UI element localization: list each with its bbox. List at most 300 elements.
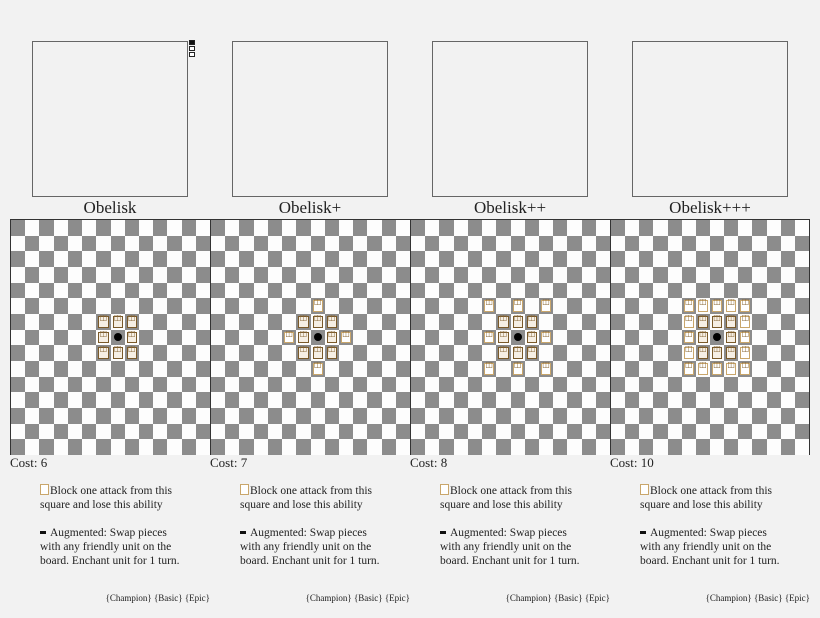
board-square	[353, 314, 367, 330]
board-square	[653, 283, 667, 299]
board-square	[525, 298, 539, 314]
board-square	[325, 408, 339, 424]
board-square	[153, 251, 167, 267]
board-square	[25, 314, 39, 330]
board-square	[738, 236, 752, 252]
board-square	[225, 408, 239, 424]
board-square	[795, 424, 809, 440]
board-square	[167, 377, 181, 393]
block-square-icon	[525, 345, 539, 361]
board-square	[738, 439, 752, 455]
board-square	[11, 251, 25, 267]
board-square	[211, 267, 225, 283]
board-square	[153, 220, 167, 236]
board-square	[282, 345, 296, 361]
board-square	[339, 267, 353, 283]
board-square	[668, 345, 682, 361]
block-square-icon	[311, 314, 325, 330]
board-square	[54, 361, 68, 377]
board-square	[668, 251, 682, 267]
board-square	[668, 408, 682, 424]
board-square	[553, 439, 567, 455]
block-square-icon	[296, 314, 310, 330]
board-square	[25, 283, 39, 299]
board-square	[396, 267, 410, 283]
board-square	[225, 236, 239, 252]
board-square	[268, 424, 282, 440]
augment-icon	[640, 531, 646, 534]
block-square-icon	[682, 361, 696, 377]
board-square	[482, 267, 496, 283]
board-square	[382, 314, 396, 330]
board-square	[539, 408, 553, 424]
board-square	[68, 283, 82, 299]
board-square	[125, 408, 139, 424]
board-square	[611, 424, 625, 440]
board-square	[411, 424, 425, 440]
block-square-icon	[325, 345, 339, 361]
board-square	[367, 298, 381, 314]
board-square	[139, 345, 153, 361]
board-square	[482, 392, 496, 408]
board-square	[282, 220, 296, 236]
block-square-icon	[696, 298, 710, 314]
board-square	[611, 298, 625, 314]
board-square	[167, 267, 181, 283]
board-square	[225, 330, 239, 346]
board-square	[153, 283, 167, 299]
board-square	[382, 361, 396, 377]
block-square-icon	[125, 345, 139, 361]
board-square	[11, 439, 25, 455]
board-square	[68, 330, 82, 346]
board-square	[11, 392, 25, 408]
board-square	[682, 408, 696, 424]
board-square	[182, 267, 196, 283]
board-square	[710, 236, 724, 252]
board-square	[239, 236, 253, 252]
augmented-text	[440, 526, 590, 568]
board-square	[396, 220, 410, 236]
block-square-icon	[311, 345, 325, 361]
board-square	[153, 267, 167, 283]
board-square	[39, 377, 53, 393]
board-square	[139, 424, 153, 440]
board-square	[182, 361, 196, 377]
board-square	[54, 392, 68, 408]
board-square	[710, 439, 724, 455]
block-square-icon	[539, 330, 553, 346]
board-square	[439, 267, 453, 283]
block-square-icon	[682, 330, 696, 346]
board-square	[167, 330, 181, 346]
block-square-icon	[125, 314, 139, 330]
board-square	[539, 236, 553, 252]
board-square	[182, 439, 196, 455]
block-square-icon	[738, 361, 752, 377]
block-square-icon	[511, 314, 525, 330]
board-square	[211, 298, 225, 314]
board-square	[239, 361, 253, 377]
board-square	[382, 408, 396, 424]
board-square	[125, 236, 139, 252]
board-square	[196, 330, 210, 346]
board-square	[167, 439, 181, 455]
board-square	[795, 236, 809, 252]
board-square	[496, 392, 510, 408]
board-square	[411, 408, 425, 424]
board-square	[567, 345, 581, 361]
board-square	[96, 251, 110, 267]
board-square	[125, 251, 139, 267]
board-square	[382, 424, 396, 440]
board-square	[111, 298, 125, 314]
board-square	[82, 439, 96, 455]
board-square	[111, 424, 125, 440]
board-square	[211, 392, 225, 408]
board-square	[781, 424, 795, 440]
board-square	[582, 220, 596, 236]
board-square	[668, 267, 682, 283]
board-square	[724, 424, 738, 440]
board-square	[482, 377, 496, 393]
board-square	[767, 330, 781, 346]
board-square	[39, 251, 53, 267]
board-square	[425, 314, 439, 330]
board-square	[167, 236, 181, 252]
board-square	[411, 345, 425, 361]
board-square	[254, 439, 268, 455]
block-square-icon	[724, 314, 738, 330]
board-square	[411, 298, 425, 314]
board-square	[225, 267, 239, 283]
board-square	[296, 392, 310, 408]
board-square	[767, 236, 781, 252]
board-square	[496, 251, 510, 267]
board-square	[682, 236, 696, 252]
block-icon	[240, 484, 249, 495]
board-square	[696, 251, 710, 267]
board-square	[781, 345, 795, 361]
board-square	[111, 220, 125, 236]
board-square	[25, 236, 39, 252]
board-square	[639, 361, 653, 377]
board-square	[439, 377, 453, 393]
board-square	[96, 361, 110, 377]
board-square	[795, 330, 809, 346]
board-square	[625, 408, 639, 424]
board-square	[468, 439, 482, 455]
board-square	[268, 314, 282, 330]
board-square	[68, 298, 82, 314]
board-square	[781, 314, 795, 330]
board-square	[153, 314, 167, 330]
board-square	[82, 392, 96, 408]
board-square	[425, 361, 439, 377]
board-square	[254, 392, 268, 408]
board-square	[625, 330, 639, 346]
board-square	[396, 283, 410, 299]
board-square	[553, 330, 567, 346]
board-square	[425, 267, 439, 283]
board-square	[367, 377, 381, 393]
obelisk-piece	[111, 330, 125, 346]
board-square	[767, 251, 781, 267]
block-square-icon	[311, 361, 325, 377]
board-square	[96, 220, 110, 236]
board-square	[268, 392, 282, 408]
board-square	[353, 439, 367, 455]
board-square	[511, 439, 525, 455]
board-square	[454, 314, 468, 330]
board-square	[611, 439, 625, 455]
block-square-icon	[724, 361, 738, 377]
board-square	[139, 439, 153, 455]
augment-icon	[240, 531, 246, 534]
board-square	[239, 267, 253, 283]
board-square	[396, 236, 410, 252]
board-square	[611, 267, 625, 283]
board-square	[11, 220, 25, 236]
board-square	[296, 251, 310, 267]
board-square	[325, 424, 339, 440]
board-square	[82, 298, 96, 314]
board-square	[738, 392, 752, 408]
board-square	[282, 236, 296, 252]
board-square	[454, 439, 468, 455]
ability-label: Block one attack from this square and lose this ability	[40, 485, 172, 511]
board-square	[596, 424, 610, 440]
board-square	[125, 439, 139, 455]
board-square	[254, 283, 268, 299]
board-square	[439, 408, 453, 424]
board-square	[596, 236, 610, 252]
board-square	[582, 377, 596, 393]
board-square	[211, 439, 225, 455]
board-square	[153, 236, 167, 252]
board-square	[68, 439, 82, 455]
board-square	[311, 392, 325, 408]
board-square	[382, 377, 396, 393]
board-square	[767, 392, 781, 408]
augmented-label: Augmented: Swap pieces with any friendly unit on the board. Enchant unit for 1 turn.	[440, 527, 580, 567]
board-square	[396, 392, 410, 408]
board-square	[39, 283, 53, 299]
board-square	[96, 298, 110, 314]
board-square	[511, 283, 525, 299]
block-square-icon	[282, 330, 296, 346]
board-square	[167, 298, 181, 314]
board-square	[738, 220, 752, 236]
board-square	[653, 361, 667, 377]
board-square	[339, 298, 353, 314]
board-square	[339, 283, 353, 299]
board-square	[68, 408, 82, 424]
board-square	[96, 377, 110, 393]
board-square	[125, 361, 139, 377]
board-square	[582, 283, 596, 299]
board-square	[153, 439, 167, 455]
obelisk-piece	[511, 330, 525, 346]
board-square	[639, 439, 653, 455]
block-square-icon	[710, 361, 724, 377]
board-square	[425, 408, 439, 424]
board-square	[668, 330, 682, 346]
board-square	[611, 330, 625, 346]
board-square	[639, 267, 653, 283]
move-board	[610, 219, 810, 455]
board-square	[282, 314, 296, 330]
board-square	[496, 439, 510, 455]
board-square	[738, 408, 752, 424]
board-square	[525, 251, 539, 267]
board-square	[325, 251, 339, 267]
board-square	[254, 377, 268, 393]
board-square	[710, 283, 724, 299]
board-square	[182, 377, 196, 393]
board-square	[795, 283, 809, 299]
board-square	[553, 424, 567, 440]
board-square	[396, 330, 410, 346]
board-square	[525, 267, 539, 283]
board-square	[411, 377, 425, 393]
board-square	[196, 283, 210, 299]
board-square	[468, 330, 482, 346]
board-square	[39, 345, 53, 361]
board-square	[367, 314, 381, 330]
board-square	[353, 392, 367, 408]
board-square	[339, 361, 353, 377]
board-square	[682, 283, 696, 299]
board-square	[439, 251, 453, 267]
block-icon	[40, 484, 49, 495]
block-square-icon	[482, 298, 496, 314]
board-square	[353, 283, 367, 299]
board-square	[411, 267, 425, 283]
board-square	[468, 392, 482, 408]
board-square	[482, 439, 496, 455]
board-square	[696, 377, 710, 393]
board-square	[196, 361, 210, 377]
board-square	[282, 424, 296, 440]
board-square	[767, 361, 781, 377]
board-square	[724, 236, 738, 252]
board-square	[11, 330, 25, 346]
board-square	[511, 236, 525, 252]
board-square	[411, 283, 425, 299]
board-square	[211, 251, 225, 267]
board-square	[724, 220, 738, 236]
board-square	[653, 236, 667, 252]
block-square-icon	[296, 345, 310, 361]
board-square	[525, 283, 539, 299]
board-square	[582, 439, 596, 455]
block-square-icon	[724, 330, 738, 346]
block-square-icon	[339, 330, 353, 346]
board-square	[639, 345, 653, 361]
board-square	[39, 314, 53, 330]
block-square-icon	[682, 298, 696, 314]
card-title: Obelisk	[83, 198, 137, 217]
card-title: Obelisk+++	[669, 198, 751, 217]
board-square	[752, 267, 766, 283]
board-square	[96, 392, 110, 408]
board-square	[367, 424, 381, 440]
board-square	[339, 314, 353, 330]
board-square	[39, 330, 53, 346]
board-square	[182, 392, 196, 408]
board-square	[54, 298, 68, 314]
board-square	[182, 236, 196, 252]
obelisk-piece	[311, 330, 325, 346]
board-square	[268, 283, 282, 299]
board-square	[396, 439, 410, 455]
board-square	[167, 283, 181, 299]
board-square	[668, 314, 682, 330]
board-square	[239, 330, 253, 346]
board-square	[425, 424, 439, 440]
ability-text	[640, 484, 790, 512]
board-square	[254, 236, 268, 252]
board-square	[25, 345, 39, 361]
board-square	[382, 439, 396, 455]
board-square	[39, 424, 53, 440]
board-square	[182, 330, 196, 346]
board-square	[396, 298, 410, 314]
card-cost: Cost: 7	[210, 455, 248, 470]
board-square	[567, 251, 581, 267]
board-square	[96, 283, 110, 299]
board-square	[439, 298, 453, 314]
board-square	[567, 220, 581, 236]
board-square	[54, 424, 68, 440]
board-square	[311, 236, 325, 252]
board-square	[25, 408, 39, 424]
board-square	[611, 345, 625, 361]
board-square	[311, 439, 325, 455]
board-square	[582, 361, 596, 377]
ability-text	[240, 484, 390, 512]
board-square	[625, 298, 639, 314]
board-square	[439, 236, 453, 252]
board-square	[596, 408, 610, 424]
board-square	[139, 330, 153, 346]
board-square	[11, 377, 25, 393]
board-square	[795, 408, 809, 424]
board-square	[781, 236, 795, 252]
board-square	[111, 377, 125, 393]
board-square	[439, 439, 453, 455]
board-square	[767, 439, 781, 455]
board-square	[367, 439, 381, 455]
board-square	[268, 251, 282, 267]
board-square	[795, 377, 809, 393]
board-square	[211, 345, 225, 361]
move-board	[10, 219, 210, 455]
board-square	[668, 424, 682, 440]
board-square	[752, 330, 766, 346]
board-square	[682, 220, 696, 236]
card-2	[410, 0, 610, 618]
board-square	[282, 298, 296, 314]
block-square-icon	[724, 298, 738, 314]
board-square	[353, 361, 367, 377]
board-square	[539, 392, 553, 408]
board-square	[339, 236, 353, 252]
board-square	[752, 236, 766, 252]
ability-label: Block one attack from this square and lose this ability	[640, 485, 772, 511]
block-square-icon	[311, 298, 325, 314]
